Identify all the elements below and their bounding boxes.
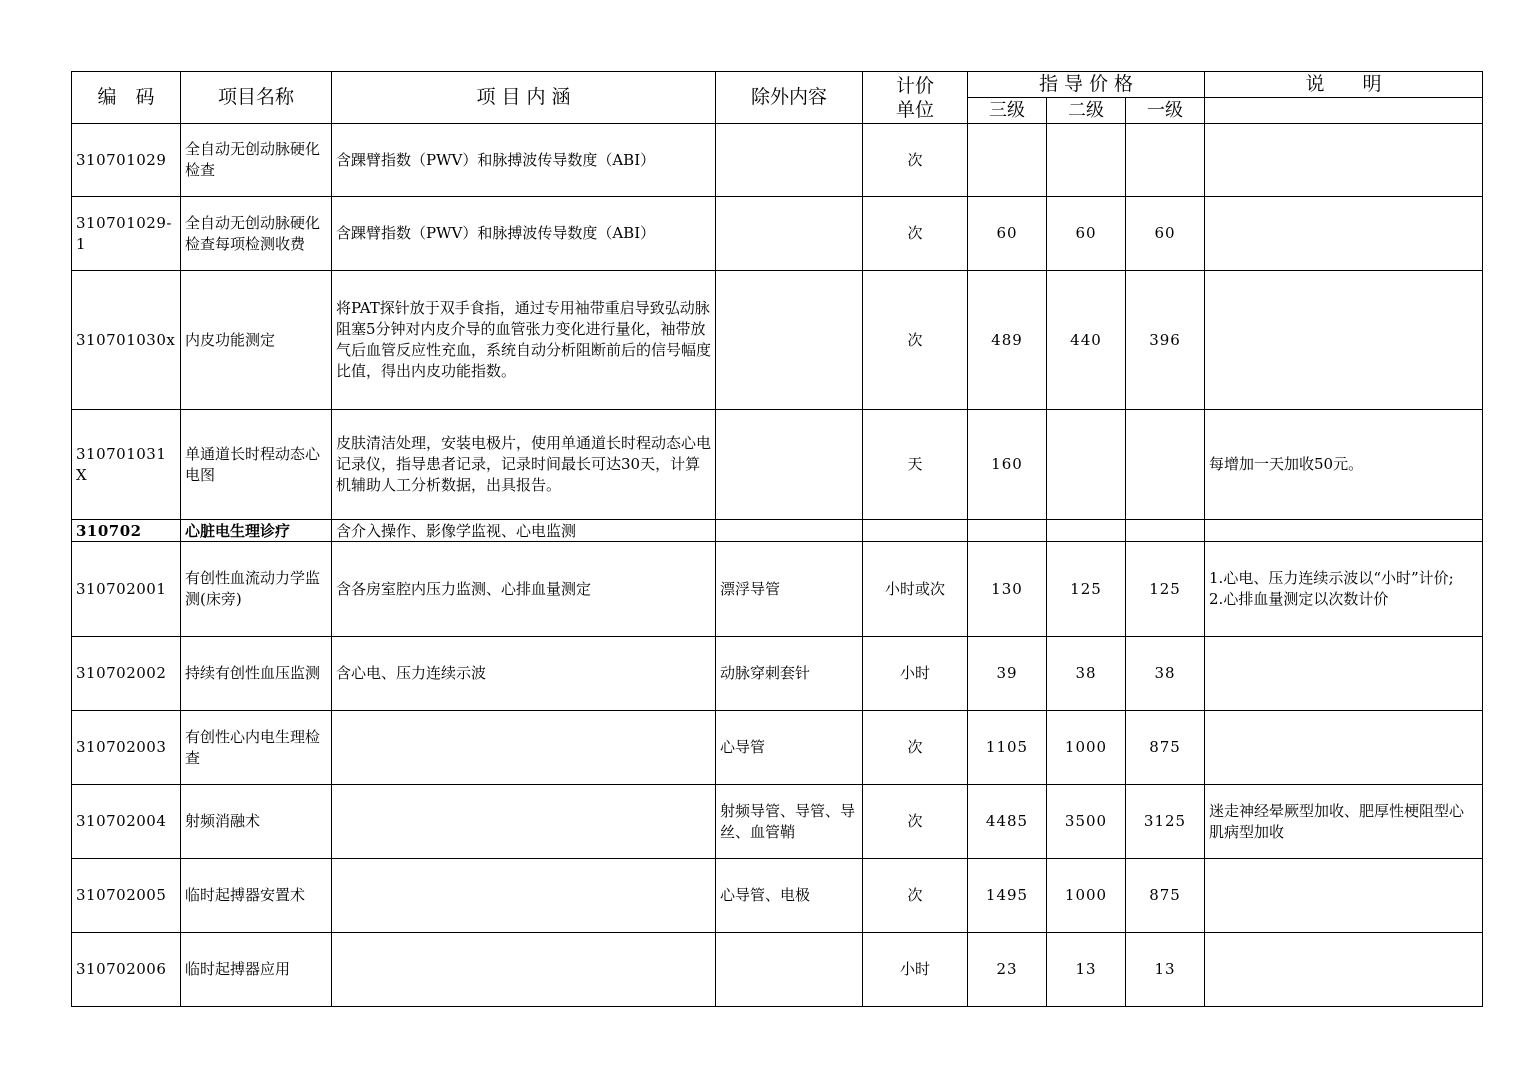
price-table <box>71 71 1483 1007</box>
cell-code: 310701029 <box>72 124 181 197</box>
cell-price-level2 <box>1047 410 1126 520</box>
cell-name: 心脏电生理诊疗 <box>181 520 332 542</box>
cell-price-level3: 23 <box>968 933 1047 1007</box>
cell-name: 全自动无创动脉硬化检查 <box>181 124 332 197</box>
table-row <box>72 859 1483 933</box>
header-name: 项目名称 <box>181 72 332 124</box>
table-body <box>72 124 1483 1007</box>
header-note-blank <box>1205 98 1483 124</box>
cell-price-level3: 4485 <box>968 785 1047 859</box>
cell-price-level3: 1105 <box>968 711 1047 785</box>
cell-price-level3: 39 <box>968 637 1047 711</box>
cell-code: 310702004 <box>72 785 181 859</box>
header-content: 项 目 内 涵 <box>332 72 716 124</box>
cell-note: 1.心电、压力连续示波以“小时”计价; 2.心排血量测定以次数计价 <box>1205 542 1483 637</box>
cell-price-level1: 60 <box>1126 197 1205 271</box>
table-row <box>72 197 1483 271</box>
cell-content <box>332 711 716 785</box>
cell-price-level2: 13 <box>1047 933 1126 1007</box>
cell-exclusion: 心导管 <box>716 711 863 785</box>
cell-content: 将PAT探针放于双手食指，通过专用袖带重启导致弘动脉阻塞5分钟对内皮介导的血管张力变化进行量化，袖带放气后血管反应性充血，系统自动分析阻断前后的信号幅度比值，得出内皮功能指数。 <box>332 271 716 410</box>
table-row <box>72 271 1483 410</box>
cell-exclusion <box>716 933 863 1007</box>
cell-content <box>332 933 716 1007</box>
cell-code: 310702 <box>72 520 181 542</box>
cell-code: 310701030x <box>72 271 181 410</box>
cell-exclusion <box>716 124 863 197</box>
cell-code: 310702003 <box>72 711 181 785</box>
cell-price-level2: 1000 <box>1047 711 1126 785</box>
cell-note <box>1205 124 1483 197</box>
cell-content: 皮肤清洁处理，安装电极片，使用单通道长时程动态心电记录仪，指导患者记录，记录时间最长可达30天，计算机辅助人工分析数据，出具报告。 <box>332 410 716 520</box>
cell-code: 310702005 <box>72 859 181 933</box>
cell-exclusion: 漂浮导管 <box>716 542 863 637</box>
header-level2: 二级 <box>1047 98 1126 124</box>
cell-price-level3: 160 <box>968 410 1047 520</box>
cell-price-level1: 3125 <box>1126 785 1205 859</box>
cell-price-level1 <box>1126 520 1205 542</box>
cell-note <box>1205 637 1483 711</box>
table-row <box>72 542 1483 637</box>
cell-code: 310702002 <box>72 637 181 711</box>
cell-price-level3: 489 <box>968 271 1047 410</box>
cell-content: 含各房室腔内压力监测、心排血量测定 <box>332 542 716 637</box>
cell-note: 每增加一天加收50元。 <box>1205 410 1483 520</box>
header-price-group: 指 导 价 格 <box>968 72 1205 98</box>
header-level1: 一级 <box>1126 98 1205 124</box>
cell-code: 310701029-1 <box>72 197 181 271</box>
cell-price-level1: 875 <box>1126 859 1205 933</box>
cell-price-level2: 1000 <box>1047 859 1126 933</box>
cell-name: 临时起搏器安置术 <box>181 859 332 933</box>
cell-price-level1: 38 <box>1126 637 1205 711</box>
cell-code: 310701031X <box>72 410 181 520</box>
cell-content: 含介入操作、影像学监视、心电监测 <box>332 520 716 542</box>
cell-exclusion: 动脉穿刺套针 <box>716 637 863 711</box>
table-row <box>72 637 1483 711</box>
cell-content: 含踝臂指数（PWV）和脉搏波传导数度（ABI） <box>332 124 716 197</box>
section-row <box>72 520 1483 542</box>
cell-name: 全自动无创动脉硬化检查每项检测收费 <box>181 197 332 271</box>
cell-code: 310702001 <box>72 542 181 637</box>
cell-unit: 次 <box>863 859 968 933</box>
cell-note <box>1205 933 1483 1007</box>
table-row <box>72 785 1483 859</box>
cell-price-level3 <box>968 520 1047 542</box>
table-row <box>72 124 1483 197</box>
cell-exclusion: 射频导管、导管、导丝、血管鞘 <box>716 785 863 859</box>
cell-exclusion <box>716 410 863 520</box>
cell-note <box>1205 859 1483 933</box>
cell-unit: 小时或次 <box>863 542 968 637</box>
cell-unit <box>863 520 968 542</box>
cell-price-level2: 3500 <box>1047 785 1126 859</box>
cell-note <box>1205 711 1483 785</box>
cell-content: 含踝臂指数（PWV）和脉搏波传导数度（ABI） <box>332 197 716 271</box>
cell-name: 临时起搏器应用 <box>181 933 332 1007</box>
cell-price-level2 <box>1047 520 1126 542</box>
cell-price-level1 <box>1126 410 1205 520</box>
header-exclusion: 除外内容 <box>716 72 863 124</box>
cell-note <box>1205 271 1483 410</box>
cell-name: 有创性血流动力学监测(床旁) <box>181 542 332 637</box>
cell-name: 单通道长时程动态心电图 <box>181 410 332 520</box>
cell-price-level3 <box>968 124 1047 197</box>
cell-name: 内皮功能测定 <box>181 271 332 410</box>
cell-code: 310702006 <box>72 933 181 1007</box>
cell-note <box>1205 520 1483 542</box>
cell-name: 射频消融术 <box>181 785 332 859</box>
cell-unit: 小时 <box>863 637 968 711</box>
cell-unit: 次 <box>863 197 968 271</box>
cell-price-level2: 125 <box>1047 542 1126 637</box>
cell-price-level2: 60 <box>1047 197 1126 271</box>
cell-name: 有创性心内电生理检查 <box>181 711 332 785</box>
cell-content: 含心电、压力连续示波 <box>332 637 716 711</box>
table-header <box>72 72 1483 124</box>
header-note: 说 明 <box>1205 72 1483 98</box>
cell-price-level2 <box>1047 124 1126 197</box>
header-level3: 三级 <box>968 98 1047 124</box>
cell-exclusion <box>716 197 863 271</box>
cell-price-level1 <box>1126 124 1205 197</box>
cell-unit: 小时 <box>863 933 968 1007</box>
cell-unit: 次 <box>863 711 968 785</box>
cell-price-level3: 60 <box>968 197 1047 271</box>
cell-name: 持续有创性血压监测 <box>181 637 332 711</box>
header-unit: 计价 单位 <box>863 72 968 124</box>
cell-price-level2: 38 <box>1047 637 1126 711</box>
cell-exclusion: 心导管、电极 <box>716 859 863 933</box>
table-row <box>72 410 1483 520</box>
cell-price-level3: 130 <box>968 542 1047 637</box>
cell-note: 迷走神经晕厥型加收、肥厚性梗阻型心肌病型加收 <box>1205 785 1483 859</box>
cell-unit: 次 <box>863 271 968 410</box>
cell-price-level1: 125 <box>1126 542 1205 637</box>
cell-price-level1: 875 <box>1126 711 1205 785</box>
cell-exclusion <box>716 520 863 542</box>
cell-price-level1: 396 <box>1126 271 1205 410</box>
cell-exclusion <box>716 271 863 410</box>
cell-price-level1: 13 <box>1126 933 1205 1007</box>
table-row <box>72 933 1483 1007</box>
header-code: 编 码 <box>72 72 181 124</box>
cell-unit: 天 <box>863 410 968 520</box>
table-row <box>72 711 1483 785</box>
cell-price-level3: 1495 <box>968 859 1047 933</box>
cell-unit: 次 <box>863 124 968 197</box>
cell-price-level2: 440 <box>1047 271 1126 410</box>
cell-note <box>1205 197 1483 271</box>
cell-content <box>332 859 716 933</box>
cell-unit: 次 <box>863 785 968 859</box>
cell-content <box>332 785 716 859</box>
